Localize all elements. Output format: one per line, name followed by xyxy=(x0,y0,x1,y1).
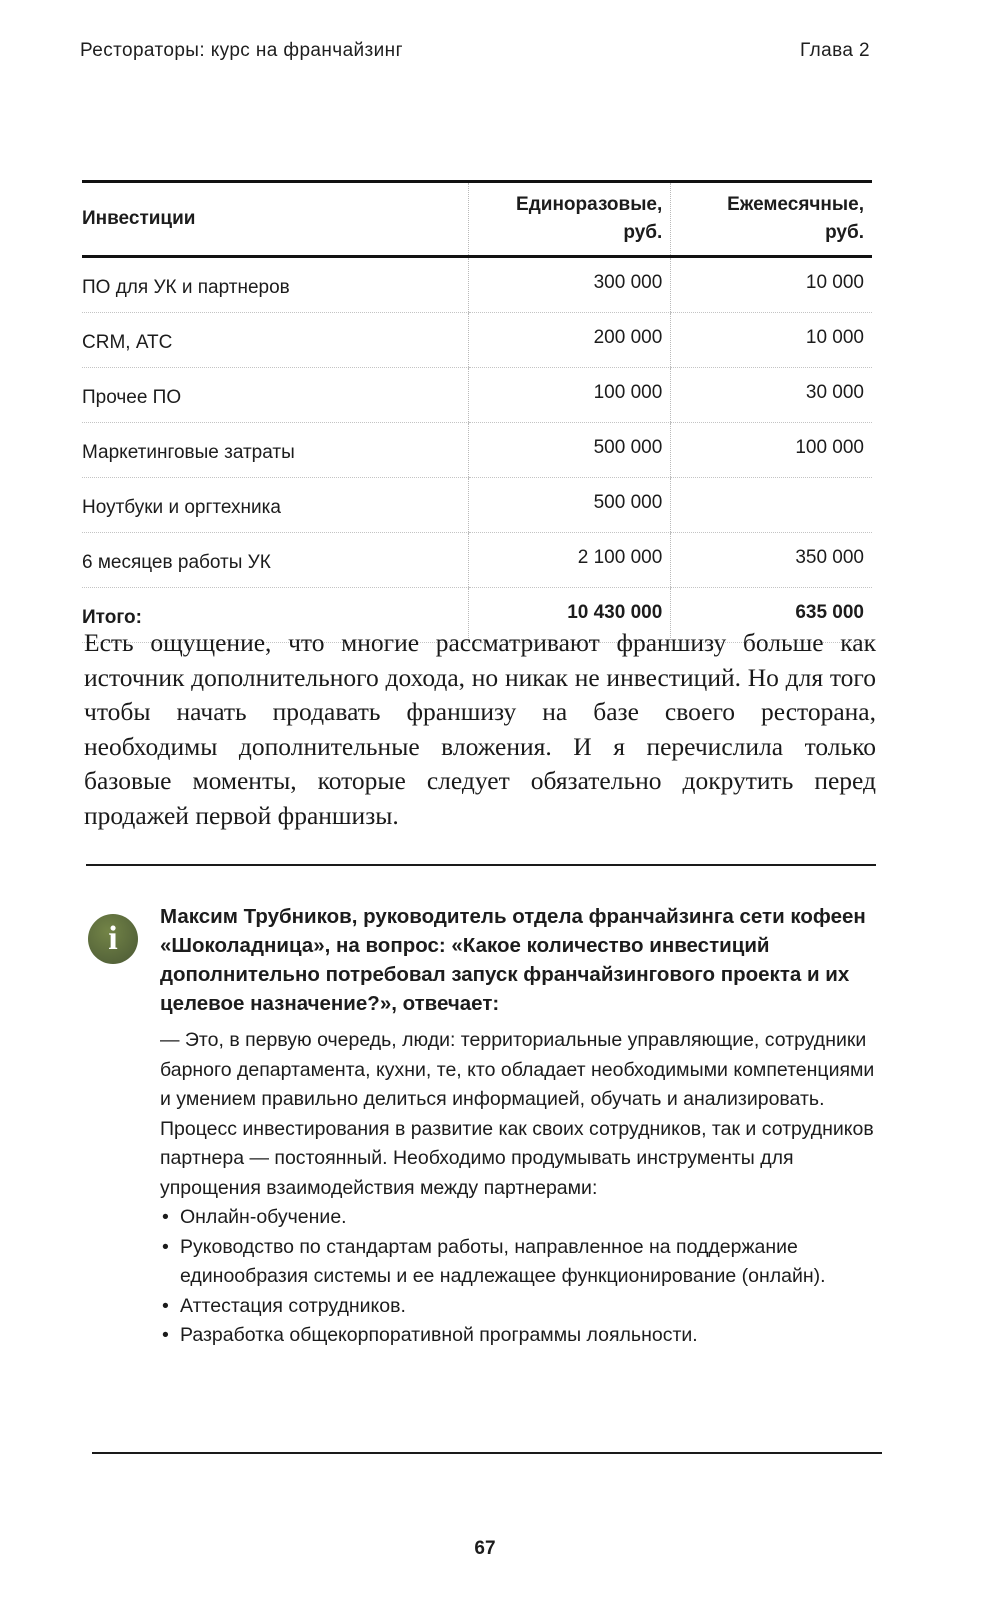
row-monthly: 10 000 xyxy=(671,257,872,313)
table-header-row xyxy=(82,182,872,257)
header-monthly-line1: Ежемесячные, xyxy=(727,194,864,215)
row-item: 6 месяцев работы УК xyxy=(82,533,469,588)
row-item: Маркетинговые затраты xyxy=(82,423,469,478)
table-row xyxy=(82,368,872,423)
row-item: CRM, АТС xyxy=(82,313,469,368)
quote-intro: Максим Трубников, руководитель отдела франчайзинга сети кофеен «Шоколадница», на вопрос: «Какое количество инвестиций дополнительно потребовал запуск франчайзингового проекта и их целевое назначение?», отвечает: xyxy=(160,905,866,1015)
row-one-time: 200 000 xyxy=(469,313,671,368)
investments-table xyxy=(82,180,872,643)
row-item: Ноутбуки и оргтехника xyxy=(82,478,469,533)
total-label: Итого: xyxy=(82,588,469,643)
row-one-time: 2 100 000 xyxy=(469,533,671,588)
header-monthly xyxy=(671,182,872,257)
row-one-time: 500 000 xyxy=(469,423,671,478)
list-item: • Онлайн-обучение. xyxy=(160,1203,880,1233)
list-item: • Руководство по стандартам работы, направленное на поддержание единообразия системы и ее надлежащее функционирование (онлайн). xyxy=(160,1233,880,1292)
list-item: • Разработка общекорпоративной программы лояльности. xyxy=(160,1321,880,1351)
body-paragraph: Есть ощущение, что многие рассматривают франшизу больше как источник дополнительного дохода, но никак не инвестиций. Но для того чтобы начать продавать франшизу на базе своего ресторана, необходимы дополнительные вложения. И я перечислила только базовые моменты, которые следует обязательно докрутить перед продажей первой франшизы. xyxy=(84,628,876,830)
row-monthly xyxy=(671,478,872,533)
header-monthly-line2: руб. xyxy=(825,222,864,243)
row-item: Прочее ПО xyxy=(82,368,469,423)
row-one-time: 500 000 xyxy=(469,478,671,533)
table-row xyxy=(82,313,872,368)
chapter-label: Глава 2 xyxy=(800,40,870,61)
table-row xyxy=(82,257,872,313)
header-one-time-line1: Единоразовые, xyxy=(516,194,663,215)
row-item: ПО для УК и партнеров xyxy=(82,257,469,313)
row-monthly: 30 000 xyxy=(671,368,872,423)
table-row xyxy=(82,478,872,533)
total-monthly: 635 000 xyxy=(671,588,872,643)
table-row xyxy=(82,533,872,588)
row-monthly: 100 000 xyxy=(671,423,872,478)
quote-bullet-list xyxy=(160,1203,880,1351)
table-row xyxy=(82,423,872,478)
row-one-time: 100 000 xyxy=(469,368,671,423)
total-one-time: 10 430 000 xyxy=(469,588,671,643)
row-monthly: 10 000 xyxy=(671,313,872,368)
row-one-time: 300 000 xyxy=(469,257,671,313)
page-number: 67 xyxy=(474,1538,496,1559)
info-icon-glyph: i xyxy=(108,920,118,957)
header-investments: Инвестиции xyxy=(82,182,469,257)
expert-quote xyxy=(160,902,880,1351)
list-item: • Аттестация сотрудников. xyxy=(160,1292,880,1322)
header-one-time-line2: руб. xyxy=(623,222,663,243)
info-icon xyxy=(88,914,138,964)
sidebar-top-rule xyxy=(86,864,876,866)
quote-answer: — Это, в первую очередь, люди: территориальные управляющие, сотрудники барного департамента, кухни, те, кто обладает необходимыми компетенциями и умением правильно делиться информацией, обучать и анализировать. Процесс инвестирования в развитие как своих сотрудников, так и сотрудников партнера — постоянный. Необходимо продумывать инструменты для упрощения взаимодействия между партнерами: xyxy=(160,1029,875,1199)
running-head xyxy=(80,40,870,62)
book-title: Рестораторы: курс на франчайзинг xyxy=(80,40,403,61)
sidebar-bottom-rule xyxy=(92,1452,882,1454)
row-monthly: 350 000 xyxy=(671,533,872,588)
header-one-time xyxy=(469,182,671,257)
